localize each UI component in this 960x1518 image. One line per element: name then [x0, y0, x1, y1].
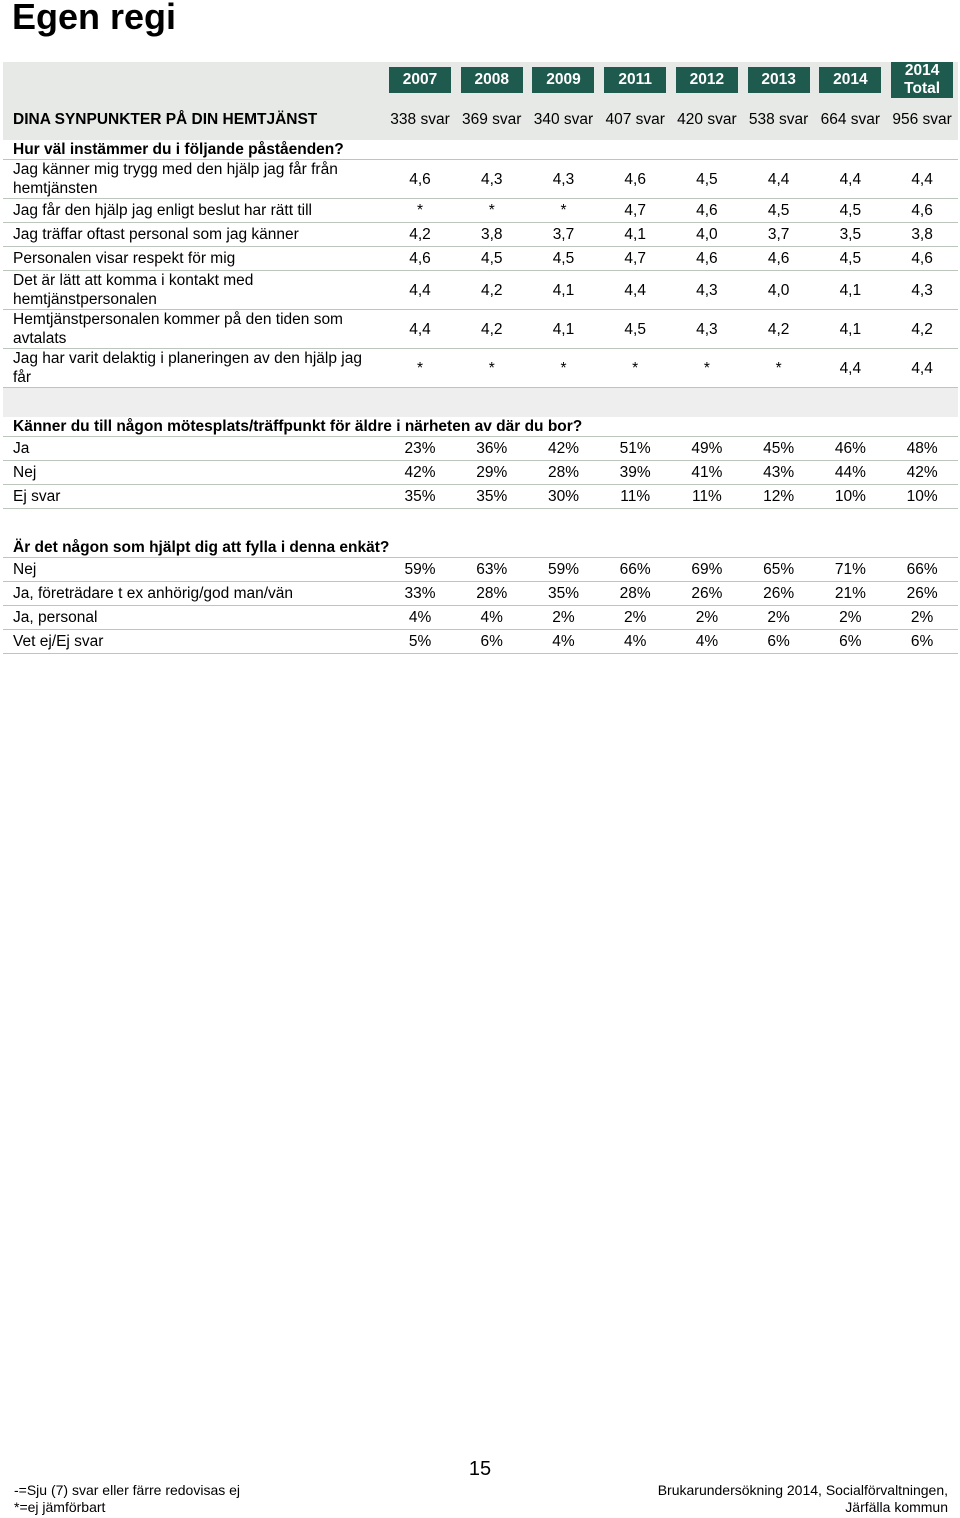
row-value: 2% [599, 606, 671, 630]
row-value: 29% [456, 461, 528, 485]
row-value: * [384, 349, 456, 388]
row-value: 4,5 [528, 247, 600, 271]
row-label: Jag träffar oftast personal som jag känner [3, 223, 384, 247]
row-value: 35% [528, 582, 600, 606]
year-label: 2007 [389, 67, 451, 93]
row-value: 4,2 [456, 310, 528, 349]
row-value: 4,3 [528, 160, 600, 199]
row-value: 26% [886, 582, 958, 606]
row-value: 2% [743, 606, 815, 630]
row-value: 4,1 [599, 223, 671, 247]
row-label: Ja, företrädare t ex anhörig/god man/vän [3, 582, 384, 606]
row-value: 35% [456, 485, 528, 509]
row-value: 3,7 [743, 223, 815, 247]
answer-count: 338 svar [384, 98, 456, 140]
header-corner [3, 62, 384, 98]
row-value: 4,2 [456, 271, 528, 310]
row-value: 49% [671, 437, 743, 461]
table-row [3, 582, 958, 606]
table-row [3, 558, 958, 582]
row-value: 2% [671, 606, 743, 630]
survey-title: DINA SYNPUNKTER PÅ DIN HEMTJÄNST [3, 98, 384, 140]
row-value: 4,1 [814, 310, 886, 349]
row-value: * [743, 349, 815, 388]
row-value: 42% [384, 461, 456, 485]
row-value: 26% [671, 582, 743, 606]
row-value: 4% [384, 606, 456, 630]
row-label: Jag känner mig trygg med den hjälp jag får från hemtjänsten [3, 160, 384, 199]
year-cell [743, 62, 815, 98]
row-value: 26% [743, 582, 815, 606]
row-value: 4,6 [743, 247, 815, 271]
year-cell [814, 62, 886, 98]
row-value: 11% [599, 485, 671, 509]
row-value: 4,4 [814, 160, 886, 199]
table-row [3, 199, 958, 223]
row-value: 71% [814, 558, 886, 582]
row-value: 44% [814, 461, 886, 485]
table-row [3, 223, 958, 247]
row-value: 4,1 [814, 271, 886, 310]
page-title: Egen regi [12, 0, 177, 37]
row-value: * [456, 199, 528, 223]
table-row [3, 606, 958, 630]
row-value: 36% [456, 437, 528, 461]
row-value: 4,4 [743, 160, 815, 199]
row-value: 2% [528, 606, 600, 630]
answer-count: 956 svar [886, 98, 958, 140]
row-value: 4,0 [743, 271, 815, 310]
row-value: 4,3 [671, 271, 743, 310]
table-row [3, 271, 958, 310]
row-value: 48% [886, 437, 958, 461]
footer-notes [14, 1482, 240, 1516]
row-value: 2% [814, 606, 886, 630]
row-value: 35% [384, 485, 456, 509]
row-value: 43% [743, 461, 815, 485]
row-label: Hemtjänstpersonalen kommer på den tiden som avtalats [3, 310, 384, 349]
row-value: 4,4 [886, 349, 958, 388]
table-row [3, 247, 958, 271]
year-label: 2014 [819, 67, 881, 93]
year-label: 2008 [461, 67, 523, 93]
answer-count: 369 svar [456, 98, 528, 140]
year-label: 2012 [676, 67, 738, 93]
footnote-min-answers: -=Sju (7) svar eller färre redovisas ej [14, 1482, 241, 1498]
year-cell [599, 62, 671, 98]
row-value: 4,7 [599, 247, 671, 271]
row-value: 4,5 [456, 247, 528, 271]
row-value: 6% [814, 630, 886, 654]
row-value: 4,6 [886, 199, 958, 223]
answer-count: 407 svar [599, 98, 671, 140]
row-value: 10% [886, 485, 958, 509]
row-value: * [528, 199, 600, 223]
row-value: 4,5 [743, 199, 815, 223]
row-label: Jag får den hjälp jag enligt beslut har rätt till [3, 199, 384, 223]
row-value: 4,6 [671, 199, 743, 223]
results-table [3, 62, 958, 654]
answer-count: 420 svar [671, 98, 743, 140]
row-value: 4,2 [384, 223, 456, 247]
row-value: 30% [528, 485, 600, 509]
row-value: 65% [743, 558, 815, 582]
row-value: 45% [743, 437, 815, 461]
row-label: Ej svar [3, 485, 384, 509]
row-value: 4,5 [671, 160, 743, 199]
row-value: 4% [456, 606, 528, 630]
row-value: 28% [528, 461, 600, 485]
spacer-row [3, 388, 958, 418]
footer-source-line-1: Brukarundersökning 2014, Socialförvaltningen, [657, 1482, 948, 1498]
row-value: 10% [814, 485, 886, 509]
row-value: 4,6 [886, 247, 958, 271]
row-value: 4,5 [814, 247, 886, 271]
row-value: 69% [671, 558, 743, 582]
year-label: 2013 [748, 67, 810, 93]
row-value: 4,0 [671, 223, 743, 247]
row-value: * [599, 349, 671, 388]
year-cell [886, 62, 958, 98]
row-value: 6% [456, 630, 528, 654]
table-row [3, 160, 958, 199]
header-years-row [3, 62, 958, 98]
row-value: * [456, 349, 528, 388]
answer-count: 340 svar [528, 98, 600, 140]
row-value: 28% [599, 582, 671, 606]
year-label: 2011 [604, 67, 666, 93]
row-value: * [528, 349, 600, 388]
row-value: 4,5 [814, 199, 886, 223]
footer-source-line-2: Järfälla kommun [845, 1499, 948, 1515]
spacer-row [3, 509, 958, 539]
row-value: 4,4 [384, 310, 456, 349]
spacer-cell [3, 509, 958, 539]
row-value: 4,6 [384, 160, 456, 199]
table-row [3, 485, 958, 509]
row-value: 39% [599, 461, 671, 485]
row-value: 11% [671, 485, 743, 509]
row-value: 4% [528, 630, 600, 654]
section-title: Är det någon som hjälpt dig att fylla i denna enkät? [3, 538, 958, 558]
row-value: 66% [886, 558, 958, 582]
row-value: 4% [671, 630, 743, 654]
row-value: 3,7 [528, 223, 600, 247]
row-label: Ja, personal [3, 606, 384, 630]
section-title-row [3, 538, 958, 558]
row-value: 4,3 [456, 160, 528, 199]
table-row [3, 437, 958, 461]
year-cell [671, 62, 743, 98]
row-value: 42% [528, 437, 600, 461]
row-value: 4,1 [528, 271, 600, 310]
page-number: 15 [468, 1458, 492, 1480]
row-value: * [671, 349, 743, 388]
row-value: 4,2 [743, 310, 815, 349]
row-value: 4,5 [599, 310, 671, 349]
row-value: 66% [599, 558, 671, 582]
year-label: 2014 Total [891, 62, 953, 98]
row-value: 4,6 [599, 160, 671, 199]
row-value: 28% [456, 582, 528, 606]
row-label: Det är lätt att komma i kontakt med hemtjänstpersonalen [3, 271, 384, 310]
row-value: 4,4 [886, 160, 958, 199]
answer-count: 664 svar [814, 98, 886, 140]
row-value: * [384, 199, 456, 223]
row-value: 2% [886, 606, 958, 630]
row-value: 59% [384, 558, 456, 582]
section-title: Hur väl instämmer du i följande påståenden? [3, 140, 958, 160]
row-value: 51% [599, 437, 671, 461]
row-label: Vet ej/Ej svar [3, 630, 384, 654]
year-cell [384, 62, 456, 98]
row-value: 6% [743, 630, 815, 654]
row-value: 23% [384, 437, 456, 461]
row-value: 3,5 [814, 223, 886, 247]
year-cell [528, 62, 600, 98]
footer-source [658, 1482, 948, 1516]
row-value: 41% [671, 461, 743, 485]
table-row [3, 461, 958, 485]
row-value: 63% [456, 558, 528, 582]
header-counts-row [3, 98, 958, 140]
row-value: 21% [814, 582, 886, 606]
section-title: Känner du till någon mötesplats/träffpunkt för äldre i närheten av där du bor? [3, 417, 958, 437]
row-value: 6% [886, 630, 958, 654]
row-value: 59% [528, 558, 600, 582]
row-value: 4,6 [671, 247, 743, 271]
table-row [3, 310, 958, 349]
answer-count: 538 svar [743, 98, 815, 140]
row-label: Jag har varit delaktig i planeringen av den hjälp jag får [3, 349, 384, 388]
row-value: 12% [743, 485, 815, 509]
row-value: 4,6 [384, 247, 456, 271]
row-value: 3,8 [886, 223, 958, 247]
row-value: 42% [886, 461, 958, 485]
row-label: Nej [3, 558, 384, 582]
section-title-row [3, 140, 958, 160]
table-row [3, 349, 958, 388]
row-value: 5% [384, 630, 456, 654]
row-value: 4,2 [886, 310, 958, 349]
row-value: 46% [814, 437, 886, 461]
row-value: 4,3 [671, 310, 743, 349]
table-row [3, 630, 958, 654]
year-label: 2009 [532, 67, 594, 93]
row-value: 4,4 [814, 349, 886, 388]
section-title-row [3, 417, 958, 437]
year-cell [456, 62, 528, 98]
row-label: Personalen visar respekt för mig [3, 247, 384, 271]
row-value: 4,4 [384, 271, 456, 310]
row-value: 4,7 [599, 199, 671, 223]
row-value: 4,1 [528, 310, 600, 349]
row-label: Nej [3, 461, 384, 485]
row-value: 4,4 [599, 271, 671, 310]
spacer-cell [3, 388, 958, 418]
row-value: 4% [599, 630, 671, 654]
row-value: 3,8 [456, 223, 528, 247]
row-value: 4,3 [886, 271, 958, 310]
footnote-not-comparable: *=ej jämförbart [14, 1499, 106, 1515]
row-value: 33% [384, 582, 456, 606]
row-label: Ja [3, 437, 384, 461]
